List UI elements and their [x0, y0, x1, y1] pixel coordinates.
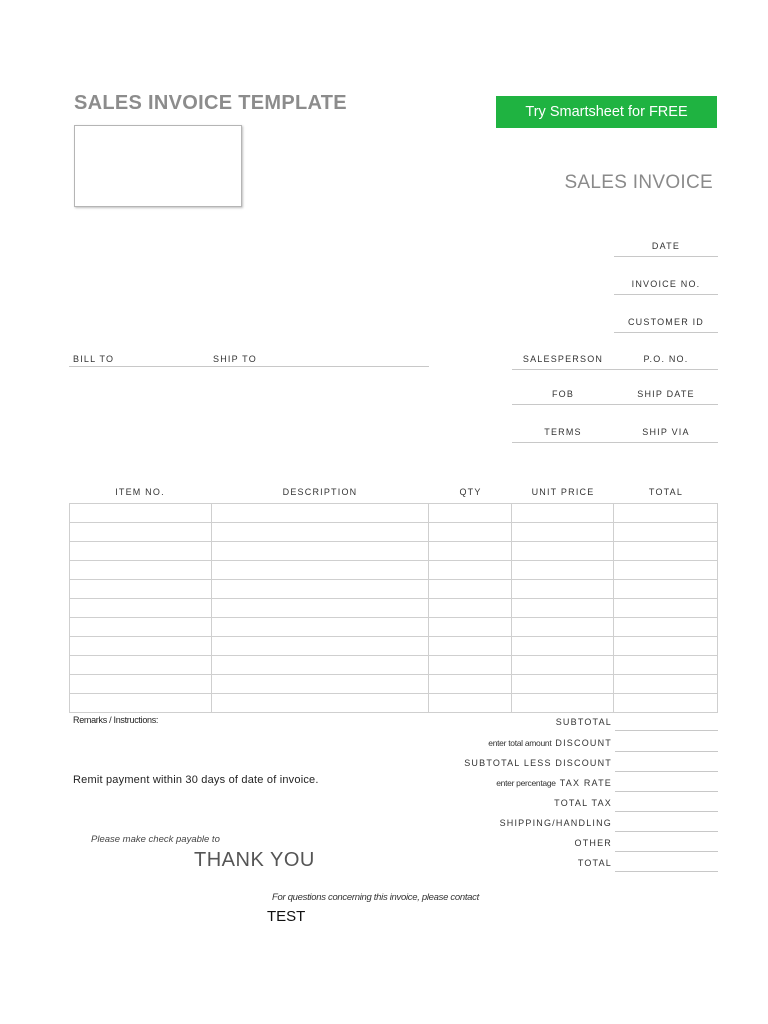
shipping-row: [420, 812, 718, 832]
table-cell[interactable]: [211, 618, 429, 637]
table-cell[interactable]: [614, 618, 718, 637]
line-items-table: [69, 503, 718, 713]
total-tax-value[interactable]: [615, 792, 718, 812]
table-cell[interactable]: [211, 599, 429, 618]
table-cell[interactable]: [429, 561, 512, 580]
terms-label: TERMS: [544, 427, 582, 437]
tax-hint: enter percentage: [496, 778, 556, 788]
table-cell[interactable]: [512, 694, 614, 713]
table-cell[interactable]: [512, 561, 614, 580]
table-cell[interactable]: [70, 542, 212, 561]
subtotal-less-discount-label: SUBTOTAL LESS DISCOUNT: [464, 758, 612, 768]
try-smartsheet-button[interactable]: Try Smartsheet for FREE: [496, 96, 717, 128]
po-no-label: P.O. NO.: [643, 354, 689, 364]
subtotal-row: [420, 711, 718, 731]
table-cell[interactable]: [512, 580, 614, 599]
table-cell[interactable]: [429, 504, 512, 523]
salesperson-label: SALESPERSON: [522, 354, 604, 364]
fob-label: FOB: [551, 389, 575, 399]
table-cell[interactable]: [211, 523, 429, 542]
table-row: [70, 542, 718, 561]
table-cell[interactable]: [512, 504, 614, 523]
column-header-total: TOTAL: [648, 487, 684, 497]
table-cell[interactable]: [70, 675, 212, 694]
table-cell[interactable]: [512, 599, 614, 618]
table-cell[interactable]: [70, 694, 212, 713]
table-cell[interactable]: [70, 599, 212, 618]
contact-text: TEST: [267, 908, 306, 925]
table-cell[interactable]: [429, 542, 512, 561]
discount-label-group: [488, 738, 612, 748]
table-cell[interactable]: [70, 523, 212, 542]
table-cell[interactable]: [614, 656, 718, 675]
fob-field[interactable]: [512, 384, 614, 405]
po-no-field[interactable]: [614, 349, 718, 370]
table-row: [70, 637, 718, 656]
table-cell[interactable]: [614, 599, 718, 618]
customer-id-field[interactable]: [614, 312, 718, 333]
table-cell[interactable]: [211, 675, 429, 694]
shipping-value[interactable]: [615, 812, 718, 832]
ship-via-label: SHIP VIA: [642, 427, 690, 437]
grand-total-value[interactable]: [615, 852, 718, 872]
table-cell[interactable]: [429, 675, 512, 694]
table-cell[interactable]: [211, 504, 429, 523]
table-cell[interactable]: [429, 694, 512, 713]
table-cell[interactable]: [512, 542, 614, 561]
bill-to-label: BILL TO: [73, 354, 115, 364]
table-row: [70, 618, 718, 637]
total-tax-row: [420, 792, 718, 812]
subtotal-less-discount-row: [420, 752, 718, 772]
table-cell[interactable]: [70, 637, 212, 656]
table-row: [70, 694, 718, 713]
table-row: [70, 656, 718, 675]
bill-ship-divider: [69, 366, 429, 367]
table-cell[interactable]: [429, 599, 512, 618]
table-cell[interactable]: [70, 580, 212, 599]
table-row: [70, 561, 718, 580]
tax-label-group: [496, 778, 612, 788]
total-tax-label: TOTAL TAX: [554, 798, 612, 808]
tax-rate-value[interactable]: [615, 772, 718, 792]
page-title: SALES INVOICE TEMPLATE: [74, 92, 347, 114]
table-cell[interactable]: [512, 656, 614, 675]
table-row: [70, 599, 718, 618]
table-cell[interactable]: [70, 504, 212, 523]
logo-placeholder[interactable]: [74, 125, 242, 207]
table-cell[interactable]: [429, 580, 512, 599]
column-header-unit-price: UNIT PRICE: [531, 487, 595, 497]
table-cell[interactable]: [211, 542, 429, 561]
table-cell[interactable]: [211, 637, 429, 656]
other-row: [420, 832, 718, 852]
questions-text: For questions concerning this invoice, please contact: [272, 892, 479, 903]
remit-text: Remit payment within 30 days of date of invoice.: [73, 774, 319, 786]
table-cell[interactable]: [512, 637, 614, 656]
other-label: OTHER: [574, 838, 612, 848]
invoice-no-field[interactable]: [614, 274, 718, 295]
subtotal-less-discount-value[interactable]: [615, 752, 718, 772]
column-header-description: DESCRIPTION: [282, 487, 358, 497]
invoice-heading: SALES INVOICE: [564, 172, 713, 193]
table-cell[interactable]: [211, 580, 429, 599]
column-header-qty: QTY: [459, 487, 482, 497]
discount-label: DISCOUNT: [555, 738, 612, 748]
table-cell[interactable]: [614, 504, 718, 523]
table-cell[interactable]: [614, 580, 718, 599]
table-row: [70, 580, 718, 599]
table-cell[interactable]: [70, 656, 212, 675]
table-cell[interactable]: [614, 694, 718, 713]
date-label: DATE: [651, 241, 681, 251]
subtotal-value[interactable]: [615, 711, 718, 731]
discount-row: [420, 732, 718, 752]
table-cell[interactable]: [429, 618, 512, 637]
payable-text: Please make check payable to: [91, 834, 220, 845]
subtotal-label: SUBTOTAL: [555, 717, 612, 727]
table-cell[interactable]: [614, 542, 718, 561]
invoice-no-label: INVOICE NO.: [631, 279, 701, 289]
discount-value[interactable]: [615, 732, 718, 752]
table-cell[interactable]: [211, 656, 429, 675]
discount-hint: enter total amount: [488, 738, 552, 748]
remarks-label: Remarks / Instructions:: [73, 715, 159, 725]
table-cell[interactable]: [614, 637, 718, 656]
table-cell[interactable]: [70, 561, 212, 580]
table-cell[interactable]: [429, 637, 512, 656]
grand-total-label: TOTAL: [577, 858, 612, 868]
ship-date-label: SHIP DATE: [637, 389, 695, 399]
ship-date-field[interactable]: [614, 384, 718, 405]
table-cell[interactable]: [211, 561, 429, 580]
terms-field[interactable]: [512, 422, 614, 443]
total-row: [420, 852, 718, 872]
table-row: [70, 523, 718, 542]
thank-you-text: THANK YOU: [194, 849, 315, 871]
customer-id-label: CUSTOMER ID: [627, 317, 705, 327]
table-cell[interactable]: [211, 694, 429, 713]
table-cell[interactable]: [614, 523, 718, 542]
table-cell[interactable]: [70, 618, 212, 637]
date-field[interactable]: [614, 236, 718, 257]
table-cell[interactable]: [429, 656, 512, 675]
table-cell[interactable]: [512, 675, 614, 694]
table-cell[interactable]: [512, 618, 614, 637]
ship-via-field[interactable]: [614, 422, 718, 443]
table-cell[interactable]: [614, 675, 718, 694]
table-row: [70, 675, 718, 694]
salesperson-field[interactable]: [512, 349, 614, 370]
column-header-item-no: ITEM NO.: [115, 487, 165, 497]
table-cell[interactable]: [429, 523, 512, 542]
ship-to-label: SHIP TO: [213, 354, 257, 364]
table-row: [70, 504, 718, 523]
table-cell[interactable]: [512, 523, 614, 542]
table-cell[interactable]: [614, 561, 718, 580]
tax-rate-label: TAX RATE: [559, 778, 612, 788]
other-value[interactable]: [615, 832, 718, 852]
tax-rate-row: [420, 772, 718, 792]
shipping-label: SHIPPING/HANDLING: [499, 818, 612, 828]
